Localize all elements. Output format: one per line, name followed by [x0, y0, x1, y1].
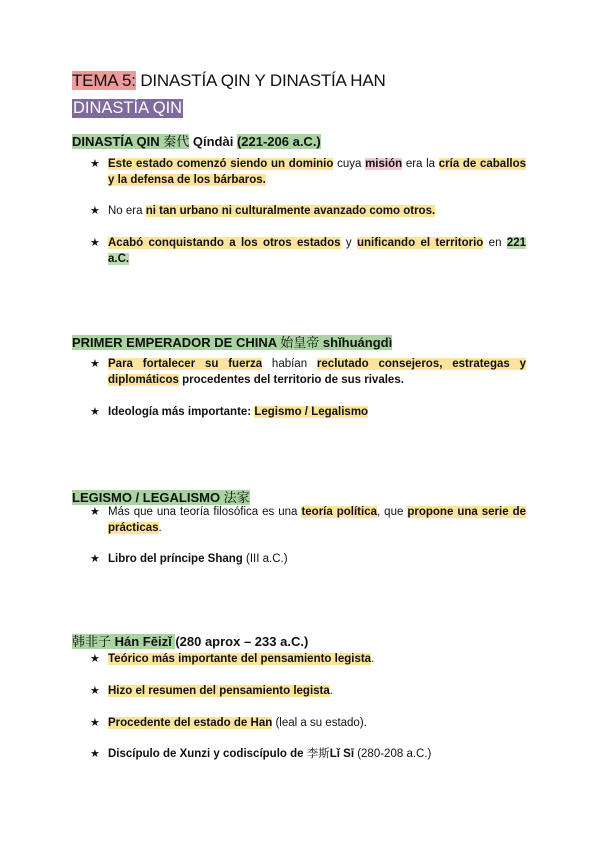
star-bullet-icon: ★ — [90, 406, 100, 418]
emperor-bullet-list-2 — [90, 404, 526, 420]
section-title: DINASTÍA QIN — [73, 99, 183, 117]
list-item: ★ No era ni tan urbano ni culturalmente avanzado como otros. — [90, 205, 436, 217]
title-text: DINASTÍA QIN Y DINASTÍA HAN — [135, 71, 386, 90]
page-title — [72, 71, 386, 91]
star-bullet-icon: ★ — [90, 158, 100, 170]
qin-bullet-list-1 — [90, 156, 526, 188]
list-item: ★ Procedente del estado de Han (leal a su estado). — [90, 717, 367, 729]
list-item: ★ Acabó conquistando a los otros estados y unificando el territorio en 221 a.C. — [90, 237, 527, 265]
han-bullet-list-1 — [90, 651, 526, 667]
heading-first-emperor — [72, 332, 392, 351]
list-item: ★ Este estado comenzó siendo un dominio cuya misión era la cría de caballos y la defensa de los bárbaros. — [90, 158, 527, 186]
star-bullet-icon: ★ — [90, 717, 100, 729]
heading-han-dates: (280 aprox – 233 a.C.) — [175, 634, 309, 649]
list-item: ★ Ideología más importante: Legismo / Legalismo — [90, 406, 369, 418]
heading-qin-dates: (221-206 a.C.) — [236, 134, 321, 149]
heading-qin-pinyin: Qíndài — [189, 134, 237, 149]
star-bullet-icon: ★ — [90, 506, 100, 518]
list-item: ★ Discípulo de Xunzi y codiscípulo de 李斯Lǐ Sī (280-208 a.C.) — [90, 748, 432, 760]
list-item: ★ Más que una teoría filosófica es una teoría política, que propone una serie de prácticas. — [90, 506, 526, 534]
list-item: ★ Para fortalecer su fuerza habían reclutado consejeros, estrategas y diplomáticos procedentes del territorio de sus rivales. — [90, 358, 526, 386]
emperor-bullet-list-1 — [90, 356, 526, 388]
legalism-bullet-list-2 — [90, 551, 526, 567]
star-bullet-icon: ★ — [90, 358, 100, 370]
heading-qin-name: DINASTÍA QIN — [72, 134, 164, 149]
heading-emperor-name: PRIMER EMPERADOR DE CHINA — [72, 335, 281, 350]
han-bullet-list-3 — [90, 715, 526, 731]
heading-han-chars: 韩非子 — [72, 634, 112, 649]
han-bullet-list-2 — [90, 683, 526, 699]
star-bullet-icon: ★ — [90, 653, 100, 665]
heading-qin-dynasty — [72, 131, 321, 150]
heading-legalism-chars: 法家 — [223, 490, 250, 505]
heading-han-feizi — [72, 631, 308, 650]
star-bullet-icon: ★ — [90, 237, 100, 249]
han-bullet-list-4 — [90, 746, 526, 762]
heading-emperor-pinyin: shǐhuángdì — [319, 335, 393, 350]
heading-emperor-chars: 始皇帝 — [280, 335, 320, 350]
heading-qin-chars: 秦代 — [163, 134, 190, 149]
qin-bullet-list-2 — [90, 203, 526, 219]
list-item: ★ Teórico más importante del pensamiento legista. — [90, 653, 375, 665]
star-bullet-icon: ★ — [90, 553, 100, 565]
heading-han-pinyin: Hán Fēizǐ — [111, 634, 176, 649]
heading-legalism-name: LEGISMO / LEGALISMO — [72, 490, 224, 505]
list-item: ★ Libro del príncipe Shang (III a.C.) — [90, 553, 288, 565]
star-bullet-icon: ★ — [90, 748, 100, 760]
qin-bullet-list-3 — [90, 235, 526, 267]
star-bullet-icon: ★ — [90, 685, 100, 697]
title-topic-label: TEMA 5: — [72, 71, 136, 90]
list-item: ★ Hizo el resumen del pensamiento legista. — [90, 685, 333, 697]
legalism-bullet-list-1 — [90, 504, 526, 536]
star-bullet-icon: ★ — [90, 205, 100, 217]
